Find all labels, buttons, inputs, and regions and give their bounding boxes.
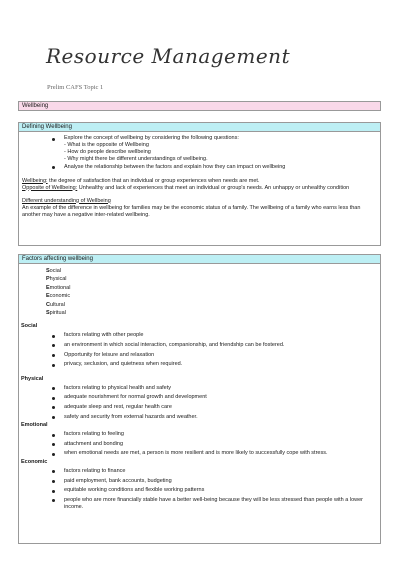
defining-wellbeing-heading: Defining Wellbeing (18, 122, 381, 132)
acronym-social: Social (46, 268, 61, 274)
list-item: Opportunity for leisure and relaxation (19, 351, 380, 361)
list-item: factors relating with other people (19, 331, 380, 341)
wellbeing-banner: Wellbeing (18, 101, 381, 111)
list-item: adequate sleep and rest, regular health care (19, 403, 380, 413)
list-item: equitable working conditions and flexible working patterns (19, 486, 380, 496)
acronym-economic: Economic (46, 293, 71, 300)
opposite-term: Opposite of Wellbeing: (22, 184, 78, 191)
list-item: factors relating to physical health and safety (19, 384, 380, 394)
list-item: factors relating to finance (19, 467, 380, 477)
opposite-def-text: Unhealthy and lack of experiences that meet an individual or group's needs. An unhappy or unhealthy condition (77, 184, 350, 191)
section-title-physical: Physical (21, 375, 44, 382)
list-item: people who are more financially stable have a better well-being because they will be less stressed than people with a lower income. (19, 496, 380, 511)
physical-list (19, 384, 380, 422)
list-item: when emotional needs are met, a person is more resilient and is more likely to successfully cope with stress. (19, 449, 380, 459)
list-item: factors relating to feeling (19, 430, 380, 440)
wellbeing-def-text: the degree of satisfaction that an individual or group experiences when needs are met. (47, 177, 260, 184)
acronym-cultural: Cultural (46, 301, 65, 308)
section-title-social: Social (21, 323, 38, 330)
different-understanding-text: An example of the difference in wellbeing for families may be the economic status of a family. The wellbeing of a family who earns less than another may have a negative inter-related wellbeing. (22, 204, 361, 218)
spececs-acronym (19, 267, 380, 317)
document-title: Resource Management (46, 44, 291, 68)
economic-list (19, 467, 380, 511)
list-item: attachment and bonding (19, 440, 380, 450)
list-item: an environment in which social interaction, companionship, and friendship can be fostered. (19, 341, 380, 351)
defining-wellbeing-panel (18, 132, 381, 246)
social-list (19, 331, 380, 369)
acronym-spiritual: Spiritual (46, 310, 66, 317)
factors-heading: Factors affecting wellbeing (18, 254, 381, 264)
list-item: safety and security from external hazards and weather. (19, 413, 380, 423)
list-item: privacy, seclusion, and quietness when required. (19, 360, 380, 370)
acronym-emotional: Emotional (46, 284, 71, 291)
different-understanding-heading: Different understanding of Wellbeing (22, 197, 111, 204)
acronym-physical: Physical (46, 276, 67, 283)
wellbeing-definition (19, 178, 380, 185)
explore-bullet: Explore the concept of wellbeing by considering the following questions: (19, 135, 380, 142)
factors-panel (18, 264, 381, 544)
list-item: paid employment, bank accounts, budgeting (19, 477, 380, 487)
list-item: adequate nourishment for normal growth and development (19, 393, 380, 403)
document-subtitle: Prelim CAFS Topic 1 (47, 84, 104, 91)
section-title-emotional: Emotional (21, 422, 48, 429)
question-2: - How do people describe wellbeing (64, 149, 151, 155)
wellbeing-term: Wellbeing: (22, 177, 48, 184)
question-3: - Why might there be different understandings of wellbeing. (64, 156, 208, 162)
analyse-bullet: Analyse the relationship between the factors and explain how they can impact on wellbeing (19, 163, 380, 173)
opposite-definition (19, 185, 380, 192)
section-title-economic: Economic (21, 458, 48, 465)
emotional-list (19, 430, 380, 459)
question-1: - What is the opposite of Wellbeing (64, 142, 149, 148)
